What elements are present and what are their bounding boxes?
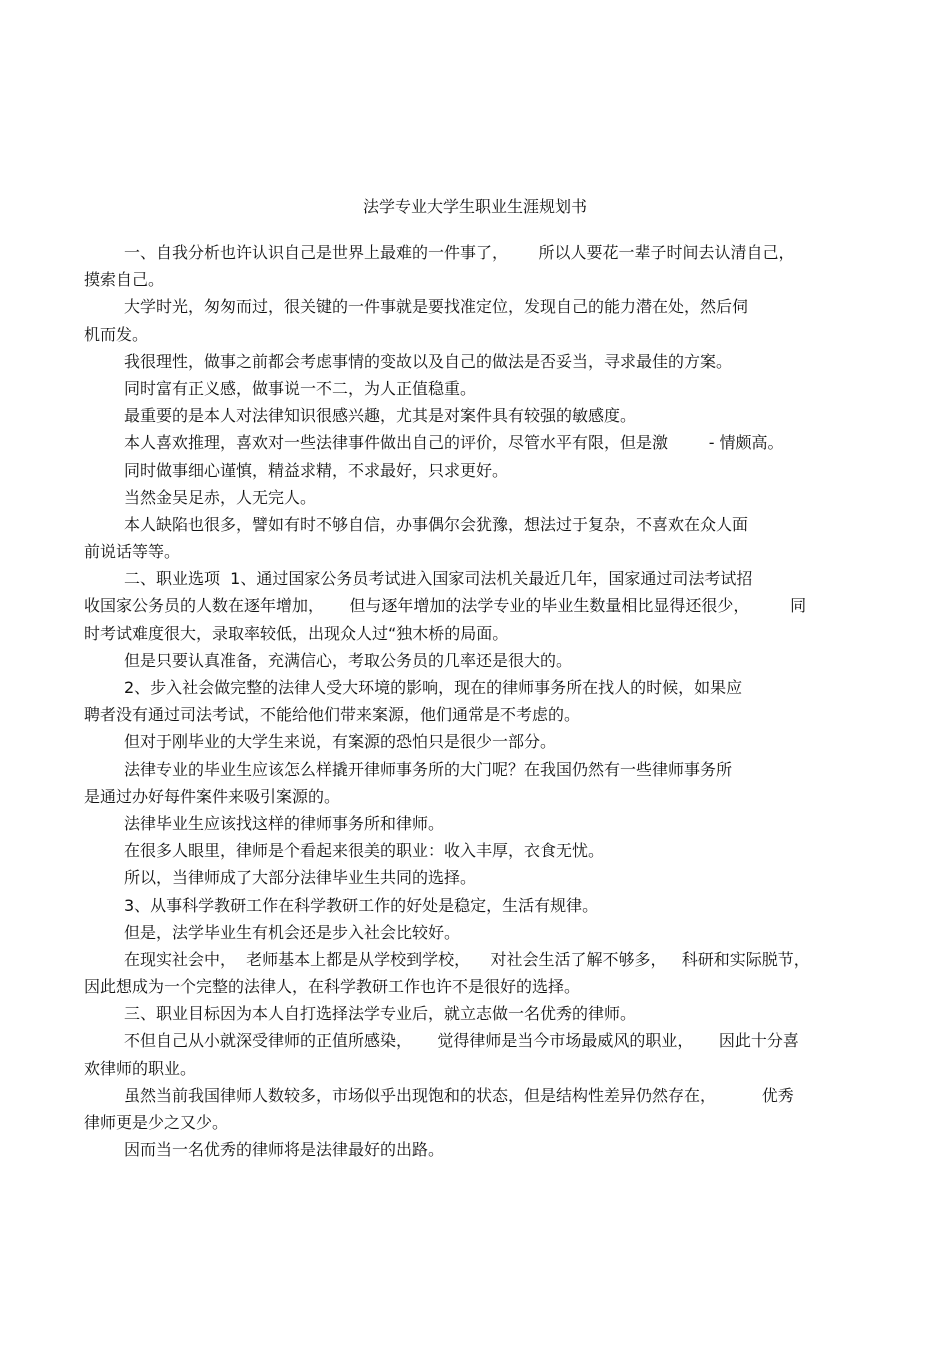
text-line: 虽然当前我国律师人数较多，市场似乎出现饱和的状态，但是结构性差异仍然存在， 优秀 (124, 1085, 794, 1105)
text-line: 本人喜欢推理，喜欢对一些法律事件做出自己的评价，尽管水平有限，但是激 - 情颇高。 (124, 433, 784, 453)
text-line: 大学时光，匆匆而过，很关键的一件事就是要找准定位，发现自己的能力潜在处，然后伺 (124, 297, 749, 317)
text-line: 前说话等等。 (84, 542, 181, 562)
text-line: 法律毕业生应该找这样的律师事务所和律师。 (124, 813, 445, 833)
text-line: 在很多人眼里，律师是个看起来很美的职业：收入丰厚，衣食无忧。 (124, 841, 605, 861)
text-line: 收国家公务员的人数在逐年增加， 但与逐年增加的法学专业的毕业生数量相比显得还很少， 同 (84, 596, 807, 616)
text-line: 法律专业的毕业生应该怎么样撬开律师事务所的大门呢？在我国仍然有一些律师事务所 (124, 759, 733, 779)
document-body (84, 239, 874, 1163)
text-line: 所以，当律师成了大部分法律毕业生共同的选择。 (124, 868, 477, 888)
text-line: 不但自己从小就深受律师的正值所感染， 觉得律师是当今市场最威风的职业， 因此十分喜 (124, 1031, 799, 1051)
text-line: 机而发。 (84, 324, 149, 344)
text-line: 同时富有正义感，做事说一不二，为人正值稳重。 (124, 378, 477, 398)
text-line: 但是只要认真准备，充满信心，考取公务员的几率还是很大的。 (124, 650, 573, 670)
text-line: 欢律师的职业。 (84, 1058, 197, 1078)
text-line: 2、步入社会做完整的法律人受大环境的影响，现在的律师事务所在找人的时候，如果应 (124, 678, 743, 697)
text-line: 因而当一名优秀的律师将是法律最好的出路。 (124, 1140, 445, 1160)
text-line: 本人缺陷也很多，譬如有时不够自信，办事偶尔会犹豫，想法过于复杂，不喜欢在众人面 (124, 514, 749, 534)
text-line: 律师更是少之又少。 (84, 1113, 229, 1132)
text-line: 但对于刚毕业的大学生来说，有案源的恐怕只是很少一部分。 (124, 732, 557, 752)
text-line: 3、从事科学教研工作在科学教研工作的好处是稳定，生活有规律。 (124, 895, 599, 915)
text-line: 但是，法学毕业生有机会还是步入社会比较好。 (124, 922, 461, 942)
text-line: 我很理性，做事之前都会考虑事情的变故以及自己的做法是否妥当，寻求最佳的方案。 (124, 351, 733, 371)
text-line: 摸索自己。 (84, 270, 165, 290)
text-line: 当然金吴足赤，人无完人。 (124, 487, 317, 507)
text-line: 三、职业目标因为本人自打选择法学专业后，就立志做一名优秀的律师。 (124, 1004, 637, 1024)
text-line: 同时做事细心谨慎，精益求精，不求最好，只求更好。 (124, 460, 509, 480)
text-line: 一、自我分析也许认识自己是世界上最难的一件事了， 所以人要花一辈子时间去认清自己， (124, 243, 795, 262)
text-line: 最重要的是本人对法律知识很感兴趣，尤其是对案件具有较强的敏感度。 (124, 406, 637, 426)
text-line: 在现实社会中， 老师基本上都是从学校到学校， 对社会生活了解不够多， 科研和实际脱节， (124, 949, 810, 969)
text-line: 二、职业选项 1、通过国家公务员考试进入国家司法机关最近几年，国家通过司法考试招 (124, 569, 753, 589)
text-line: 是通过办好每件案件来吸引案源的。 (84, 786, 341, 806)
text-line: 因此想成为一个完整的法律人，在科学教研工作也许不是很好的选择。 (84, 977, 581, 997)
text-line: 聘者没有通过司法考试，不能给他们带来案源，他们通常是不考虑的。 (84, 705, 581, 725)
text-line: 时考试难度很大，录取率较低，出现众人过“独木桥的局面。 (84, 623, 509, 643)
document-title: 法学专业大学生职业生涯规划书 (362, 197, 587, 216)
